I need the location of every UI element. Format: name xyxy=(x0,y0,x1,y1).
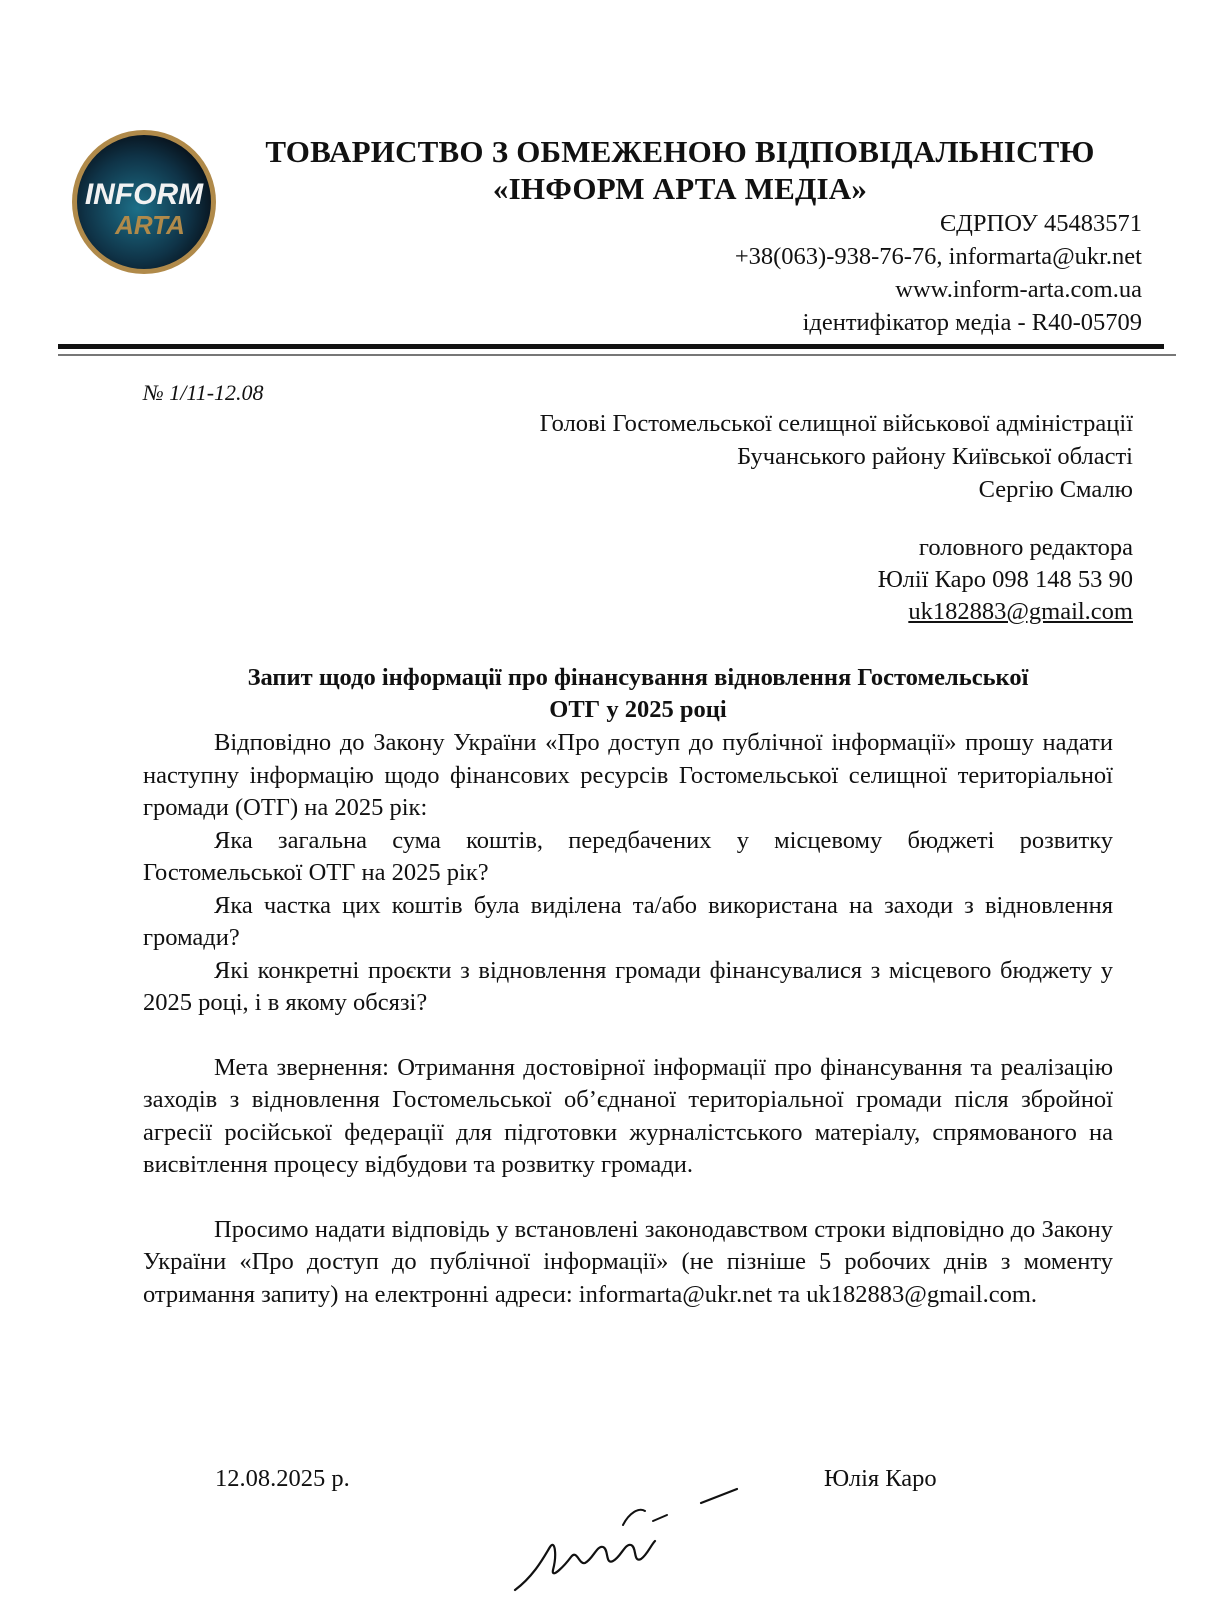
letter-date: 12.08.2025 р. xyxy=(215,1465,350,1492)
organization-title xyxy=(230,133,1130,207)
addressee-line3: Сергію Смалю xyxy=(978,476,1133,503)
header-divider-thin xyxy=(58,354,1176,356)
subject-line2: ОТГ у 2025 році xyxy=(549,696,727,723)
handwritten-signature xyxy=(505,1485,755,1597)
subject-heading xyxy=(143,662,1133,726)
paragraph-purpose: Мета звернення: Отримання достовірної інформації про фінансування та реалізацію заходів з відновлення Гостомельської об’єднаної територіальної громади після збройної агресії російської федерації для підготовки журналістського матеріалу, спрямованого на висвітлення процесу відбудови та розвитку громади. xyxy=(143,1053,1113,1178)
paragraph-request: Просимо надати відповідь у встановлені законодавством строки відповідно до Закону України «Про доступ до публічної інформації» (не пізніше 5 робочих днів з моменту отримання запиту) на електронні адреси: informarta@ukr.net та uk182883@gmail.com. xyxy=(143,1215,1113,1308)
contacts-block xyxy=(442,207,1142,339)
signer-name: Юлія Каро xyxy=(824,1465,937,1492)
logo-text-arta: ARTA xyxy=(115,210,185,240)
sender-email-link[interactable]: uk182883@gmail.com xyxy=(908,598,1133,625)
addressee-line1: Голові Гостомельської селищної військової адміністрації xyxy=(539,410,1133,437)
letter-body xyxy=(143,727,1113,1311)
phone-email: +38(063)-938-76-76, informarta@ukr.net xyxy=(734,243,1142,270)
org-title-line1: ТОВАРИСТВО З ОБМЕЖЕНОЮ ВІДПОВІДАЛЬНІСТЮ xyxy=(265,134,1095,169)
website: www.inform-arta.com.ua xyxy=(895,276,1142,303)
header-divider-thick xyxy=(58,344,1164,349)
question-2: Яка частка цих коштів була виділена та/або використана на заходи з відновлення громади? xyxy=(143,891,1113,951)
sender-line1: головного редактора xyxy=(918,534,1133,561)
addressee-line2: Бучанського району Київської області xyxy=(737,443,1133,470)
question-1: Яка загальна сума коштів, передбачених у місцевому бюджеті розвитку Гостомельської ОТГ на 2025 рік? xyxy=(143,826,1113,886)
document-number: № 1/11-12.08 xyxy=(143,380,264,405)
edrpou-code: ЄДРПОУ 45483571 xyxy=(940,210,1142,237)
logo-text-inform: INFORM xyxy=(84,178,204,211)
org-title-line2: «ІНФОРМ АРТА МЕДІА» xyxy=(492,171,868,206)
sender-block xyxy=(533,532,1133,628)
company-logo xyxy=(70,128,218,276)
addressee-block xyxy=(333,407,1133,506)
media-id: ідентифікатор медіа - R40-05709 xyxy=(802,309,1142,336)
question-3: Які конкретні проєкти з відновлення громади фінансувалися з місцевого бюджету у 2025 році, і в якому обсязі? xyxy=(143,956,1113,1016)
subject-line1: Запит щодо інформації про фінансування відновлення Гостомельської xyxy=(247,664,1029,691)
paragraph-intro: Відповідно до Закону України «Про доступ до публічної інформації» прошу надати наступну інформацію щодо фінансових ресурсів Гостомельської селищної територіальної громади (ОТГ) на 2025 рік: xyxy=(143,729,1113,821)
sender-line2: Юлії Каро 098 148 53 90 xyxy=(877,566,1133,593)
